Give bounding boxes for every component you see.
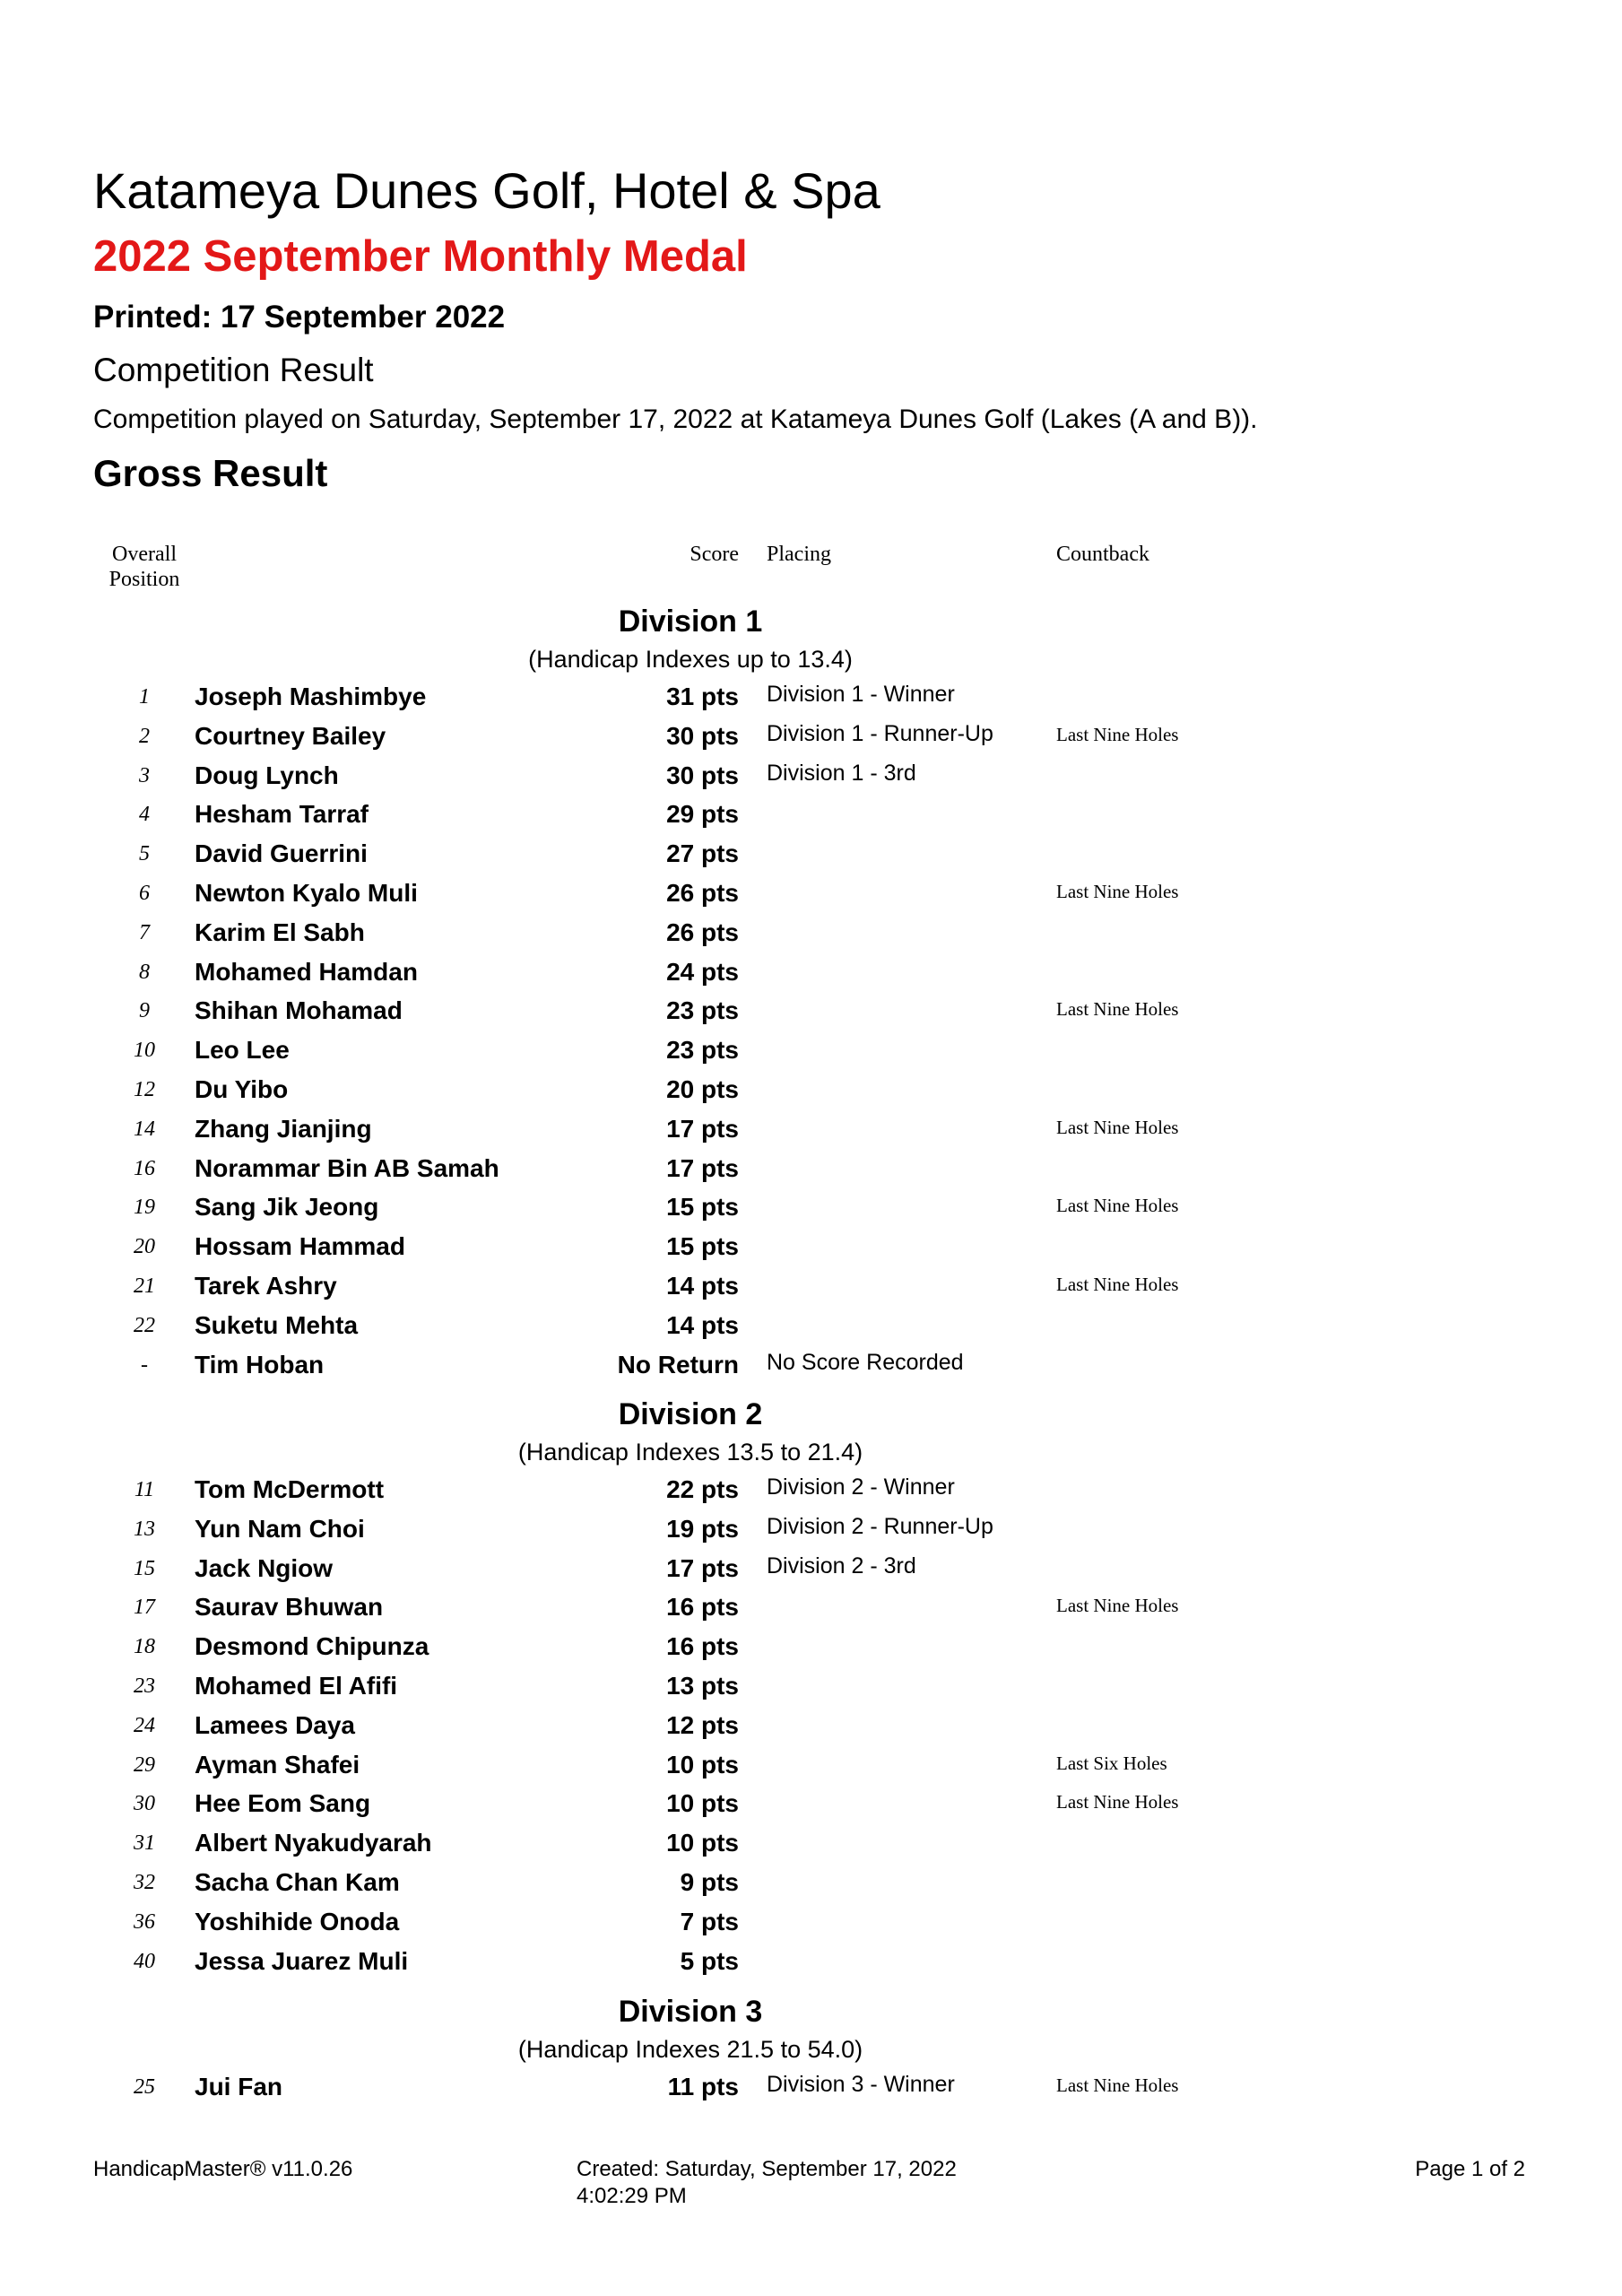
position-cell: 21 xyxy=(134,1274,155,1298)
result-row xyxy=(0,1588,1524,1628)
result-row xyxy=(0,1471,1524,1510)
position-cell: 32 xyxy=(134,1871,155,1894)
score-cell: 26 pts xyxy=(666,918,739,946)
score-cell: 15 pts xyxy=(666,1193,739,1221)
position-cell: 16 xyxy=(134,1157,155,1180)
position-cell: 10 xyxy=(134,1039,155,1062)
score-cell: 31 pts xyxy=(666,683,739,710)
result-row xyxy=(0,1707,1524,1746)
position-cell: 11 xyxy=(134,1478,155,1501)
player-name-cell: Newton Kyalo Muli xyxy=(195,879,418,907)
position-cell: 40 xyxy=(134,1950,155,1973)
division-subtitle: (Handicap Indexes 13.5 to 21.4) xyxy=(517,1439,863,1465)
player-name-cell: Tim Hoban xyxy=(195,1351,325,1378)
column-header-placing: Placing xyxy=(767,543,831,566)
club-name: Katameya Dunes Golf, Hotel & Spa xyxy=(93,162,880,219)
player-name-cell: Mohamed El Afifi xyxy=(195,1672,398,1700)
result-row xyxy=(0,914,1524,953)
result-row xyxy=(0,1228,1524,1267)
position-cell: 1 xyxy=(139,685,150,709)
score-cell: 10 pts xyxy=(666,1829,739,1857)
player-name-cell: Mohamed Hamdan xyxy=(195,958,418,986)
result-row xyxy=(0,718,1524,757)
player-name-cell: Doug Lynch xyxy=(195,761,339,789)
result-row xyxy=(0,1188,1524,1228)
position-cell: 29 xyxy=(134,1753,155,1777)
score-cell: 27 pts xyxy=(666,839,739,867)
score-cell: 16 pts xyxy=(666,1632,739,1660)
score-cell: 17 pts xyxy=(666,1554,739,1582)
player-name-cell: Karim El Sabh xyxy=(195,918,365,946)
score-cell: 7 pts xyxy=(680,1908,739,1935)
position-cell: 14 xyxy=(134,1118,155,1141)
position-cell: 6 xyxy=(139,882,150,905)
position-cell: 20 xyxy=(134,1235,155,1258)
player-name-cell: Jui Fan xyxy=(195,2073,283,2100)
footer-created xyxy=(577,2156,1025,2210)
score-cell: 20 pts xyxy=(666,1075,739,1103)
result-row xyxy=(0,2068,1524,2108)
result-row xyxy=(0,1785,1524,1824)
position-cell: - xyxy=(141,1353,148,1377)
countback-cell: Last Nine Holes xyxy=(1056,998,1179,1020)
player-name-cell: Joseph Mashimbye xyxy=(195,683,427,710)
score-cell: 22 pts xyxy=(666,1475,739,1503)
position-cell: 8 xyxy=(139,961,150,984)
result-row xyxy=(0,1746,1524,1786)
player-name-cell: Hee Eom Sang xyxy=(195,1789,371,1817)
position-cell: 30 xyxy=(134,1792,155,1815)
countback-cell: Last Nine Holes xyxy=(1056,1791,1179,1813)
result-row xyxy=(0,1824,1524,1864)
result-type: Competition Result xyxy=(93,352,374,388)
player-name-cell: Norammar Bin AB Samah xyxy=(195,1154,499,1182)
score-cell: 14 pts xyxy=(666,1272,739,1300)
result-row xyxy=(0,1628,1524,1667)
placing-cell: Division 2 - Winner xyxy=(767,1474,955,1500)
result-row xyxy=(0,1667,1524,1707)
division-title: Division 2 xyxy=(618,1397,763,1431)
division-title: Division 1 xyxy=(618,604,763,639)
score-cell: 26 pts xyxy=(666,879,739,907)
column-header-countback: Countback xyxy=(1056,543,1149,566)
player-name-cell: Hesham Tarraf xyxy=(195,800,369,828)
result-row xyxy=(0,1150,1524,1189)
result-row xyxy=(0,1943,1524,1982)
position-cell: 7 xyxy=(139,921,150,944)
result-row xyxy=(0,1903,1524,1943)
division-title: Division 3 xyxy=(618,1995,763,2029)
countback-cell: Last Six Holes xyxy=(1056,1752,1167,1774)
result-row xyxy=(0,1031,1524,1071)
player-name-cell: David Guerrini xyxy=(195,839,368,867)
score-cell: 23 pts xyxy=(666,996,739,1024)
column-header-score: Score xyxy=(690,543,739,566)
competition-title: 2022 September Monthly Medal xyxy=(93,232,748,281)
player-name-cell: Sang Jik Jeong xyxy=(195,1193,379,1221)
position-cell: 15 xyxy=(134,1557,155,1580)
score-cell: No Return xyxy=(617,1351,739,1378)
footer-page-number: Page 1 of 2 xyxy=(1415,2157,1525,2181)
position-cell: 31 xyxy=(134,1831,155,1855)
placing-cell: No Score Recorded xyxy=(767,1350,964,1375)
countback-cell: Last Nine Holes xyxy=(1056,1195,1179,1216)
printed-date: Printed: 17 September 2022 xyxy=(93,300,506,335)
countback-cell: Last Nine Holes xyxy=(1056,724,1179,745)
score-cell: 12 pts xyxy=(666,1711,739,1739)
player-name-cell: Lamees Daya xyxy=(195,1711,356,1739)
result-row xyxy=(0,1110,1524,1150)
placing-cell: Division 1 - 3rd xyxy=(767,761,916,786)
player-name-cell: Du Yibo xyxy=(195,1075,289,1103)
result-row xyxy=(0,1864,1524,1903)
result-row xyxy=(0,992,1524,1031)
player-name-cell: Hossam Hammad xyxy=(195,1232,405,1260)
score-cell: 14 pts xyxy=(666,1311,739,1339)
placing-cell: Division 1 - Runner-Up xyxy=(767,721,993,746)
player-name-cell: Yoshihide Onoda xyxy=(195,1908,400,1935)
score-cell: 13 pts xyxy=(666,1672,739,1700)
countback-cell: Last Nine Holes xyxy=(1056,881,1179,902)
result-row xyxy=(0,796,1524,835)
position-cell: 25 xyxy=(134,2075,155,2099)
player-name-cell: Zhang Jianjing xyxy=(195,1115,372,1143)
score-cell: 9 pts xyxy=(680,1868,739,1896)
placing-cell: Division 2 - Runner-Up xyxy=(767,1514,993,1539)
score-cell: 29 pts xyxy=(666,800,739,828)
result-row xyxy=(0,1550,1524,1589)
countback-cell: Last Nine Holes xyxy=(1056,1595,1179,1616)
player-name-cell: Shihan Mohamad xyxy=(195,996,403,1024)
section-title: Gross Result xyxy=(93,452,328,494)
position-cell: 13 xyxy=(134,1518,155,1541)
score-cell: 17 pts xyxy=(666,1154,739,1182)
position-cell: 23 xyxy=(134,1674,155,1698)
countback-cell: Last Nine Holes xyxy=(1056,2074,1179,2096)
footer-created-line2: 4:02:29 PM xyxy=(577,2184,687,2208)
score-cell: 19 pts xyxy=(666,1515,739,1543)
placing-cell: Division 3 - Winner xyxy=(767,2072,955,2097)
result-row xyxy=(0,757,1524,796)
player-name-cell: Albert Nyakudyarah xyxy=(195,1829,432,1857)
result-row xyxy=(0,1510,1524,1550)
position-cell: 18 xyxy=(134,1635,155,1658)
player-name-cell: Saurav Bhuwan xyxy=(195,1593,384,1621)
position-cell: 4 xyxy=(139,803,150,826)
score-cell: 5 pts xyxy=(680,1947,739,1975)
position-cell: 3 xyxy=(139,764,150,787)
division-subtitle: (Handicap Indexes up to 13.4) xyxy=(528,646,853,673)
result-row xyxy=(0,835,1524,874)
score-cell: 10 pts xyxy=(666,1789,739,1817)
score-cell: 11 pts xyxy=(667,2073,739,2100)
position-cell: 22 xyxy=(134,1314,155,1337)
score-cell: 23 pts xyxy=(666,1036,739,1064)
countback-cell: Last Nine Holes xyxy=(1056,1274,1179,1295)
player-name-cell: Sacha Chan Kam xyxy=(195,1868,400,1896)
position-cell: 2 xyxy=(139,725,150,748)
column-header-position xyxy=(90,542,199,592)
score-cell: 10 pts xyxy=(666,1751,739,1779)
player-name-cell: Courtney Bailey xyxy=(195,722,386,750)
player-name-cell: Desmond Chipunza xyxy=(195,1632,429,1660)
column-header-position-line2: Position xyxy=(108,568,180,591)
score-cell: 24 pts xyxy=(666,958,739,986)
placing-cell: Division 1 - Winner xyxy=(767,682,955,707)
countback-cell: Last Nine Holes xyxy=(1056,1117,1179,1138)
column-header-position-line1: Overall xyxy=(112,543,177,566)
position-cell: 9 xyxy=(139,999,150,1022)
result-row xyxy=(0,1346,1524,1386)
player-name-cell: Jessa Juarez Muli xyxy=(195,1947,409,1975)
player-name-cell: Jack Ngiow xyxy=(195,1554,334,1582)
division-subtitle: (Handicap Indexes 21.5 to 54.0) xyxy=(517,2036,863,2063)
position-cell: 36 xyxy=(134,1910,155,1934)
result-row xyxy=(0,1307,1524,1346)
score-cell: 16 pts xyxy=(666,1593,739,1621)
score-cell: 15 pts xyxy=(666,1232,739,1260)
placing-cell: Division 2 - 3rd xyxy=(767,1553,916,1578)
score-cell: 30 pts xyxy=(666,761,739,789)
position-cell: 19 xyxy=(134,1196,155,1219)
player-name-cell: Tarek Ashry xyxy=(195,1272,337,1300)
position-cell: 24 xyxy=(134,1714,155,1737)
player-name-cell: Leo Lee xyxy=(195,1036,290,1064)
footer-created-line1: Created: Saturday, September 17, 2022 xyxy=(577,2157,957,2181)
player-name-cell: Yun Nam Choi xyxy=(195,1515,365,1543)
score-cell: 17 pts xyxy=(666,1115,739,1143)
position-cell: 17 xyxy=(134,1596,155,1619)
result-row xyxy=(0,1267,1524,1307)
played-description: Competition played on Saturday, September 17, 2022 at Katameya Dunes Golf (Lakes (A and B)). xyxy=(93,404,1258,434)
score-cell: 30 pts xyxy=(666,722,739,750)
position-cell: 12 xyxy=(134,1078,155,1101)
result-row xyxy=(0,1071,1524,1110)
result-row xyxy=(0,953,1524,993)
position-cell: 5 xyxy=(139,842,150,865)
result-row xyxy=(0,678,1524,718)
player-name-cell: Ayman Shafei xyxy=(195,1751,360,1779)
player-name-cell: Suketu Mehta xyxy=(195,1311,359,1339)
result-row xyxy=(0,874,1524,914)
player-name-cell: Tom McDermott xyxy=(195,1475,385,1503)
footer-software: HandicapMaster® v11.0.26 xyxy=(93,2157,353,2181)
